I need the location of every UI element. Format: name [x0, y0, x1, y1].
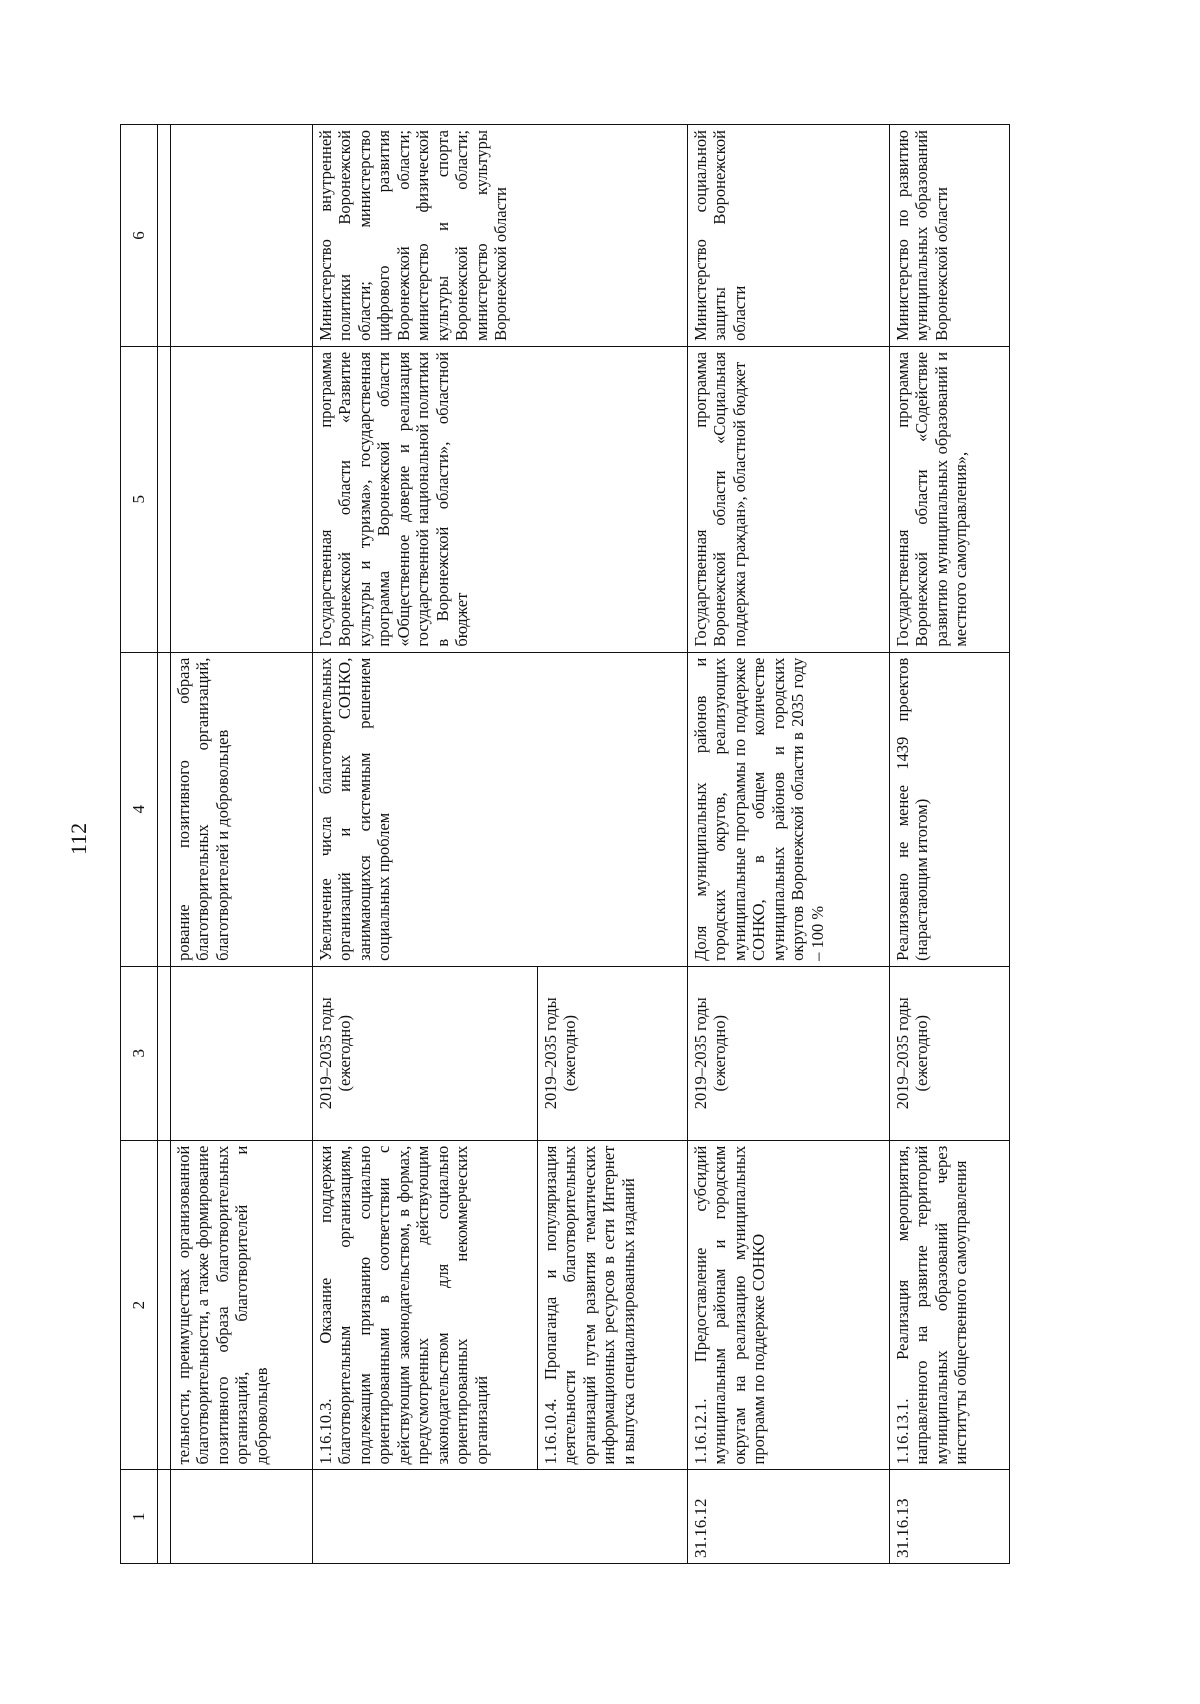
header-col-1: 1	[121, 1470, 158, 1564]
header-row	[121, 125, 158, 1564]
rotated-table-wrapper	[120, 124, 1065, 1564]
cell-period: 2019–2035 годы (ежегодно)	[313, 966, 538, 1140]
cell-result: Доля муниципальных районов и городских округов, реализующих муниципальные программы по поддержке СОНКО, в общем количестве муниципальных районов и городских округов Воронежской области в 2035 году – 100 %	[688, 652, 890, 966]
cell-source	[171, 346, 313, 652]
cell-activity: 1.16.13.1. Реализация мероприятия, направленного на развитие территорий муниципальных образований через институты общественного самоуправления	[890, 1140, 1010, 1470]
cell-result: рование позитивного образа благотворительных организаций, благотворителей и добровольцев	[171, 652, 313, 966]
cell-id	[313, 1470, 688, 1564]
cell-period: 2019–2035 годы (ежегодно)	[890, 966, 1010, 1140]
cell-source: Государственная программа Воронежской области «Содействие развитию муниципальных образований и местного самоуправления»,	[890, 346, 1010, 652]
plan-table	[120, 124, 1010, 1564]
table-row	[171, 125, 313, 1564]
cell-activity: тельности, преимуществах организованной благотворительности, а также формирование позитивного образа благотворительных организаций, благотворителей и добровольцев	[171, 1140, 313, 1470]
cell-id: 31.16.13	[890, 1470, 1010, 1564]
cell-id	[171, 1470, 313, 1564]
table-row	[688, 125, 890, 1564]
cell-source: Государственная программа Воронежской области «Развитие культуры и туризма», государственная программа Воронежской области «Общественное доверие и реализация государственной национальной политики в Воронежской области», областной бюджет	[313, 346, 688, 652]
cell-period: 2019–2035 годы (ежегодно)	[688, 966, 890, 1140]
spacer-row	[158, 125, 171, 1564]
cell-executor	[171, 125, 313, 347]
header-col-3: 3	[121, 966, 158, 1140]
cell-id: 31.16.12	[688, 1470, 890, 1564]
cell-executor: Министерство по развитию муниципальных образований Воронежской области	[890, 125, 1010, 347]
table-row	[890, 125, 1010, 1564]
cell-executor: Министерство социальной защиты Воронежской области	[688, 125, 890, 347]
cell-period	[171, 966, 313, 1140]
cell-activity: 1.16.10.3. Оказание поддержки благотворительным организациям, подлежащим признанию социально ориентированными в соответствии с действующим законодательством, в формах, предусмотренных действующим законодательством для социально ориентированных некоммерческих организаций	[313, 1140, 538, 1470]
cell-activity: 1.16.10.4. Пропаганда и популяризация деятельности благотворительных организаций путем развития тематических информационных ресурсов в сети Интернет и выпуска специализированных изданий	[538, 1140, 688, 1470]
header-col-6: 6	[121, 125, 158, 347]
table-row	[313, 125, 538, 1564]
cell-result: Увеличение числа благотворительных организаций и иных СОНКО, занимающихся системным решением социальных проблем	[313, 652, 688, 966]
cell-activity: 1.16.12.1. Предоставление субсидий муниципальным районам и городским округам на реализацию муниципальных программ по поддержке СОНКО	[688, 1140, 890, 1470]
cell-result: Реализовано не менее 1439 проектов (нарастающим итогом)	[890, 652, 1010, 966]
cell-executor: Министерство внутренней политики Воронежской области; министерство цифрового развития Воронежской области; министерство физической культуры и спорта Воронежской области; министерство культуры Воронежской области	[313, 125, 688, 347]
cell-period: 2019–2035 годы (ежегодно)	[538, 966, 688, 1140]
cell-source: Государственная программа Воронежской области «Социальная поддержка граждан», областной бюджет	[688, 346, 890, 652]
header-col-2: 2	[121, 1140, 158, 1470]
header-col-5: 5	[121, 346, 158, 652]
page-number: 112	[66, 822, 91, 855]
header-col-4: 4	[121, 652, 158, 966]
